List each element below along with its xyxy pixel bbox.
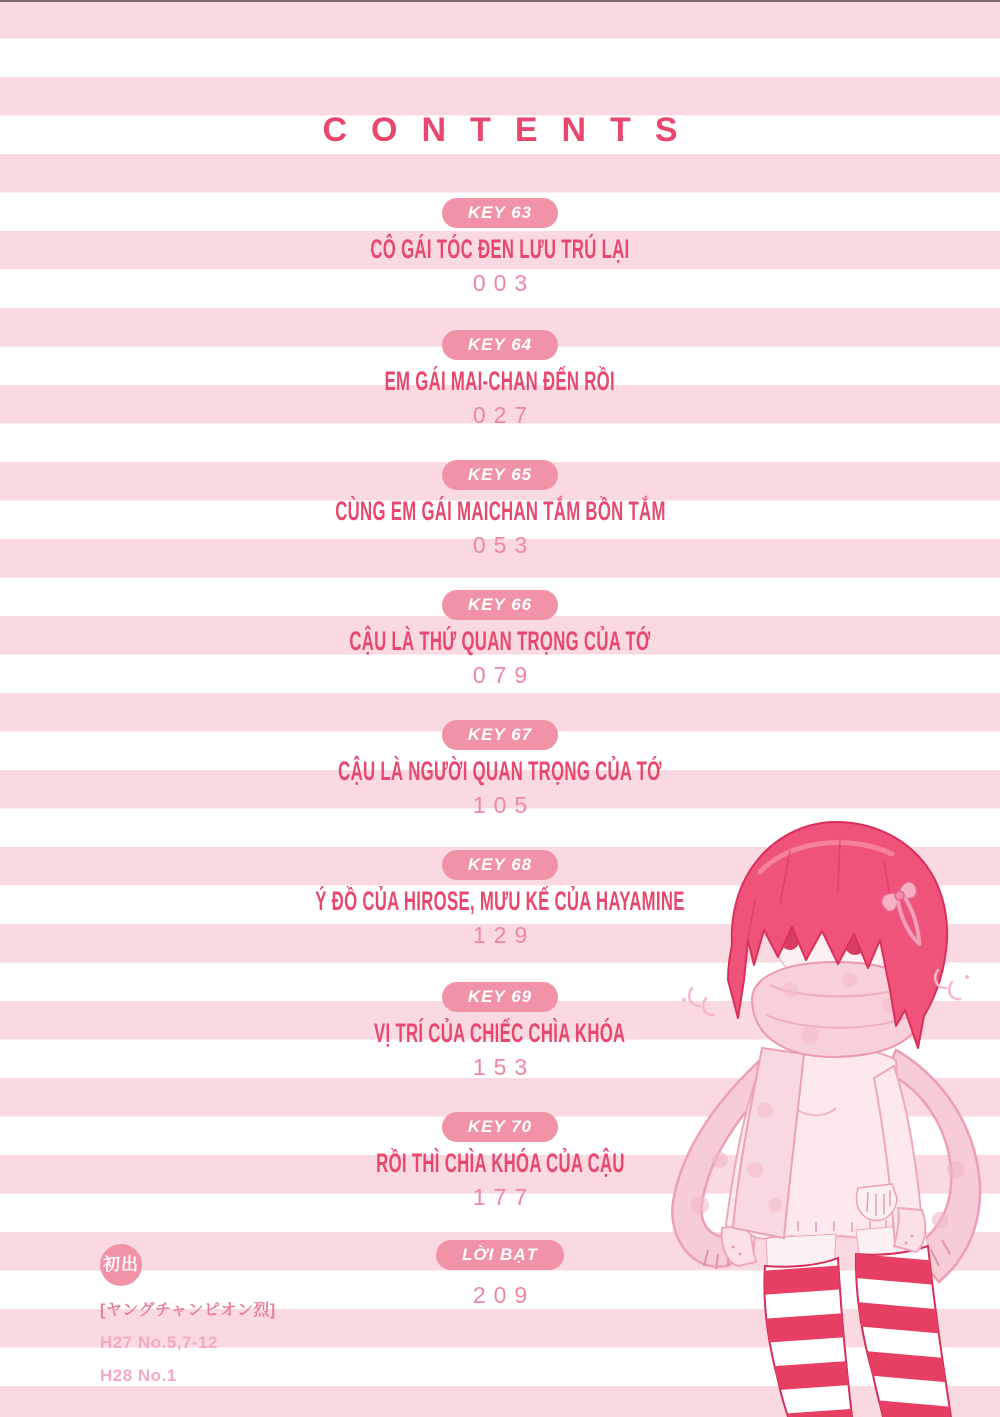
chapter-title: CẬU LÀ THỨ QUAN TRỌNG CỦA TỚ [349, 626, 651, 656]
chapter-title: VỊ TRÍ CỦA CHIẾC CHÌA KHÓA [374, 1018, 626, 1048]
page-number: 053 [472, 532, 536, 558]
pink-haired-girl-illustration [640, 810, 1000, 1417]
key-badge: KEY 64 [442, 330, 558, 360]
chapter-title: EM GÁI MAI-CHAN ĐẾN RỒI [384, 366, 616, 396]
chapter-title: Ý ĐỒ CỦA HIROSE, MƯU KẾ CỦA HAYAMINE [315, 886, 685, 916]
toc-entry [0, 330, 1000, 428]
key-badge: KEY 63 [442, 198, 558, 228]
page-number: 003 [472, 270, 536, 296]
toc-entry [0, 460, 1000, 558]
afterword-badge: LỜI BẠT [436, 1240, 564, 1270]
scan-edge [0, 0, 1000, 2]
magazine-name: [ヤングチャンピオン烈] [100, 1302, 276, 1319]
issue-list-1: H27 No.5,7-12 [100, 1333, 218, 1352]
toc-entry [0, 198, 1000, 296]
chapter-title: RỒI THÌ CHÌA KHÓA CỦA CẬU [375, 1148, 625, 1178]
key-badge: KEY 65 [442, 460, 558, 490]
key-badge: KEY 67 [442, 720, 558, 750]
key-badge: KEY 68 [442, 850, 558, 880]
page-number: 209 [472, 1282, 536, 1308]
toc-entry [0, 720, 1000, 818]
key-badge: KEY 66 [442, 590, 558, 620]
page-number: 177 [472, 1184, 536, 1210]
page-number: 153 [472, 1054, 536, 1080]
page-number: 129 [472, 922, 536, 948]
first-publication-info [100, 1244, 360, 1386]
chapter-title: CÔ GÁI TÓC ĐEN LƯU TRÚ LẠI [370, 234, 630, 264]
page-number: 027 [472, 402, 536, 428]
chapter-title: CÙNG EM GÁI MAICHAN TẮM BỒN TẮM [334, 496, 666, 526]
first-publication-badge: 初出 [100, 1244, 142, 1286]
issue-list-2: H28 No.1 [100, 1366, 177, 1385]
chapter-title: CẬU LÀ NGƯỜI QUAN TRỌNG CỦA TỚ [338, 756, 662, 786]
key-badge: KEY 70 [442, 1112, 558, 1142]
toc-entry [0, 590, 1000, 688]
page-number: 079 [472, 662, 536, 688]
page-number: 105 [472, 792, 536, 818]
key-badge: KEY 69 [442, 982, 558, 1012]
page-title: CONTENTS [322, 111, 702, 149]
